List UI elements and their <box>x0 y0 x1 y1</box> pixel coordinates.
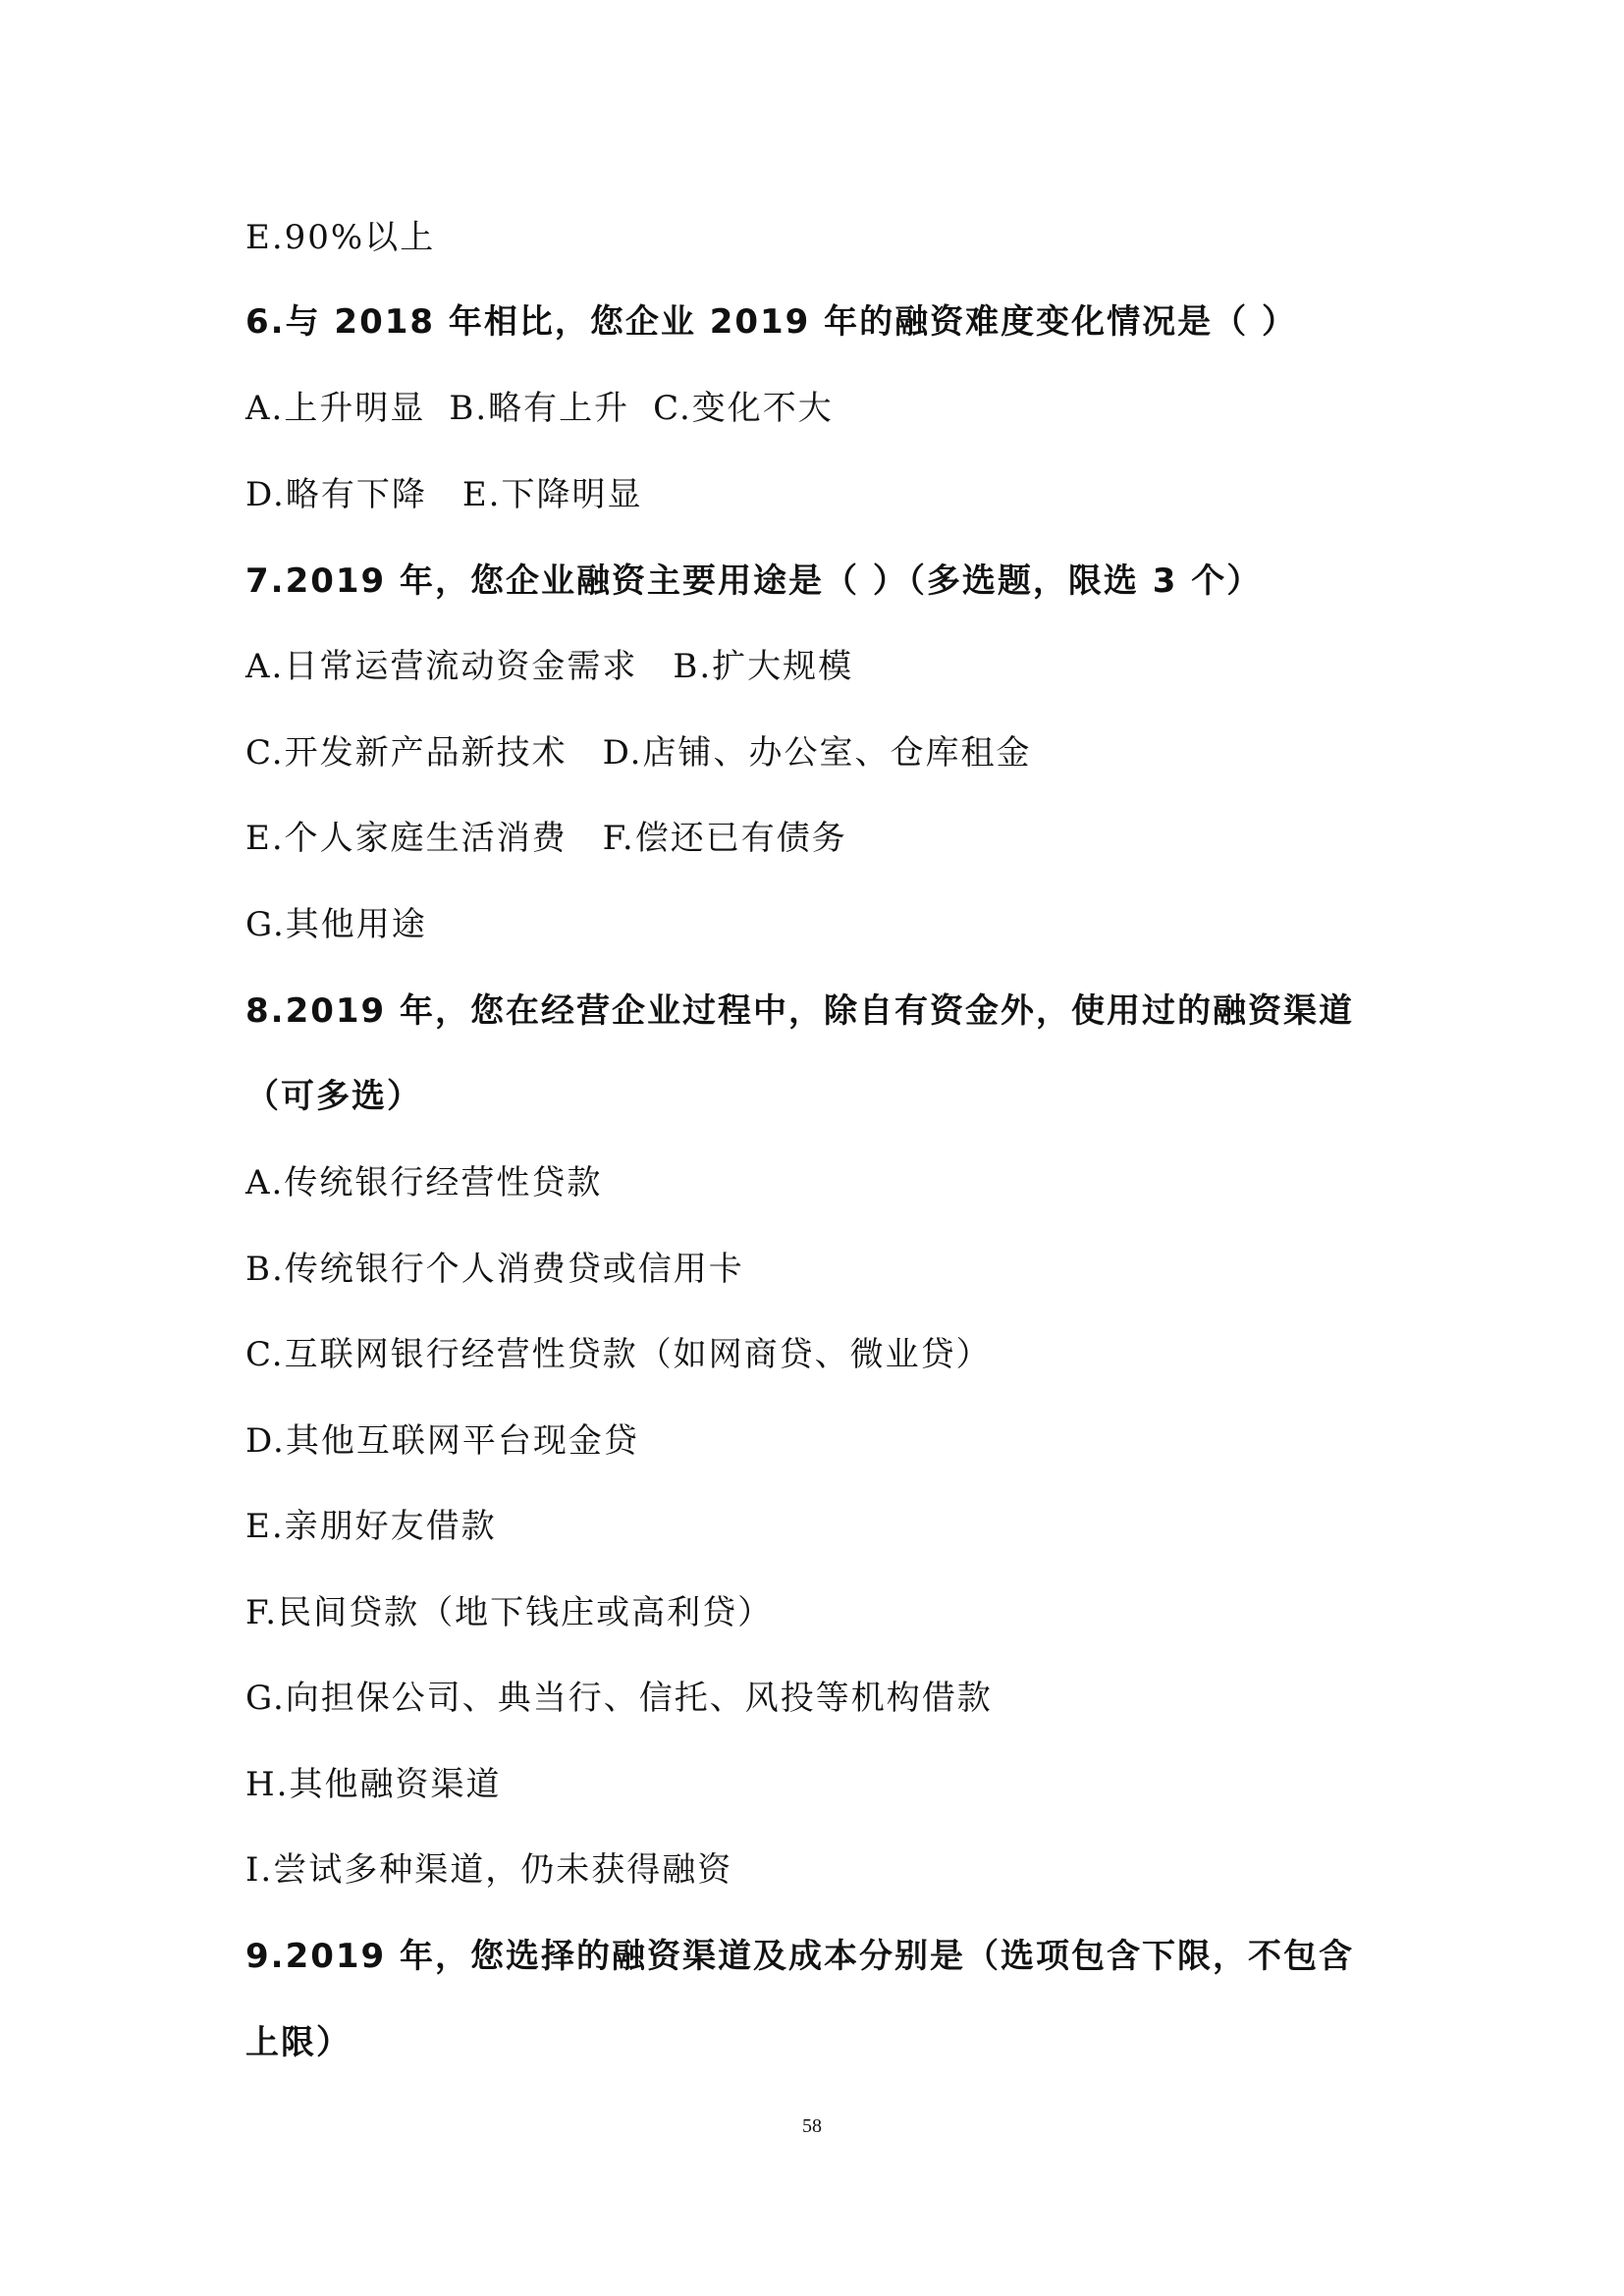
q8-option-c: C.互联网银行经营性贷款（如网商贷、微业贷） <box>245 1335 992 1374</box>
q7-option-f: F.偿还已有债务 <box>602 819 847 858</box>
q7-options-row-1 <box>245 645 853 688</box>
q6-option-d: D.略有下降 <box>245 475 427 514</box>
q7-options-row-2 <box>245 731 1031 774</box>
q7-option-e: E.个人家庭生活消费 <box>245 819 568 858</box>
q9-title-line-1: 9.2019 年，您选择的融资渠道及成本分别是（选项包含下限，不包含 <box>245 1937 1355 1976</box>
q6-options-row-2 <box>245 473 643 516</box>
q7-option-g: G.其他用途 <box>245 905 427 944</box>
q6-title: 6.与 2018 年相比，您企业 2019 年的融资难度变化情况是（ ） <box>245 302 1298 342</box>
q8-option-b: B.传统银行个人消费贷或信用卡 <box>245 1250 744 1289</box>
q8-option-h: H.其他融资渠道 <box>245 1765 502 1804</box>
q8-option-g: G.向担保公司、典当行、信托、风投等机构借款 <box>245 1679 993 1718</box>
q8-option-a: A.传统银行经营性贷款 <box>245 1163 603 1202</box>
q8-option-d: D.其他互联网平台现金贷 <box>245 1421 639 1461</box>
q7-option-c: C.开发新产品新技术 <box>245 733 568 773</box>
q8-option-f: F.民间贷款（地下钱庄或高利贷） <box>245 1593 774 1632</box>
q6-option-b: B.略有上升 <box>449 389 630 428</box>
q8-option-e: E.亲朋好友借款 <box>245 1507 497 1546</box>
q6-options-row-1 <box>245 387 834 430</box>
q8-title-line-1: 8.2019 年，您在经营企业过程中，除自有资金外，使用过的融资渠道 <box>245 991 1355 1031</box>
q6-option-c: C.变化不大 <box>653 389 834 428</box>
q7-title: 7.2019 年，您企业融资主要用途是（ ）（多选题，限选 3 个） <box>245 561 1263 601</box>
q8-title-line-2: （可多选） <box>245 1077 422 1116</box>
q9-title-line-2: 上限） <box>245 2023 352 2062</box>
q7-option-a: A.日常运营流动资金需求 <box>245 647 638 686</box>
q5-option-e: E.90%以上 <box>245 218 436 257</box>
q6-option-a: A.上升明显 <box>245 389 426 428</box>
q7-option-b: B.扩大规模 <box>673 647 854 686</box>
q7-option-d: D.店铺、办公室、仓库租金 <box>602 733 1032 773</box>
q6-option-e: E.下降明显 <box>461 475 643 514</box>
q8-option-i: I.尝试多种渠道，仍未获得融资 <box>245 1850 733 1890</box>
q7-options-row-3 <box>245 817 847 860</box>
page-number: 58 <box>802 2115 822 2137</box>
